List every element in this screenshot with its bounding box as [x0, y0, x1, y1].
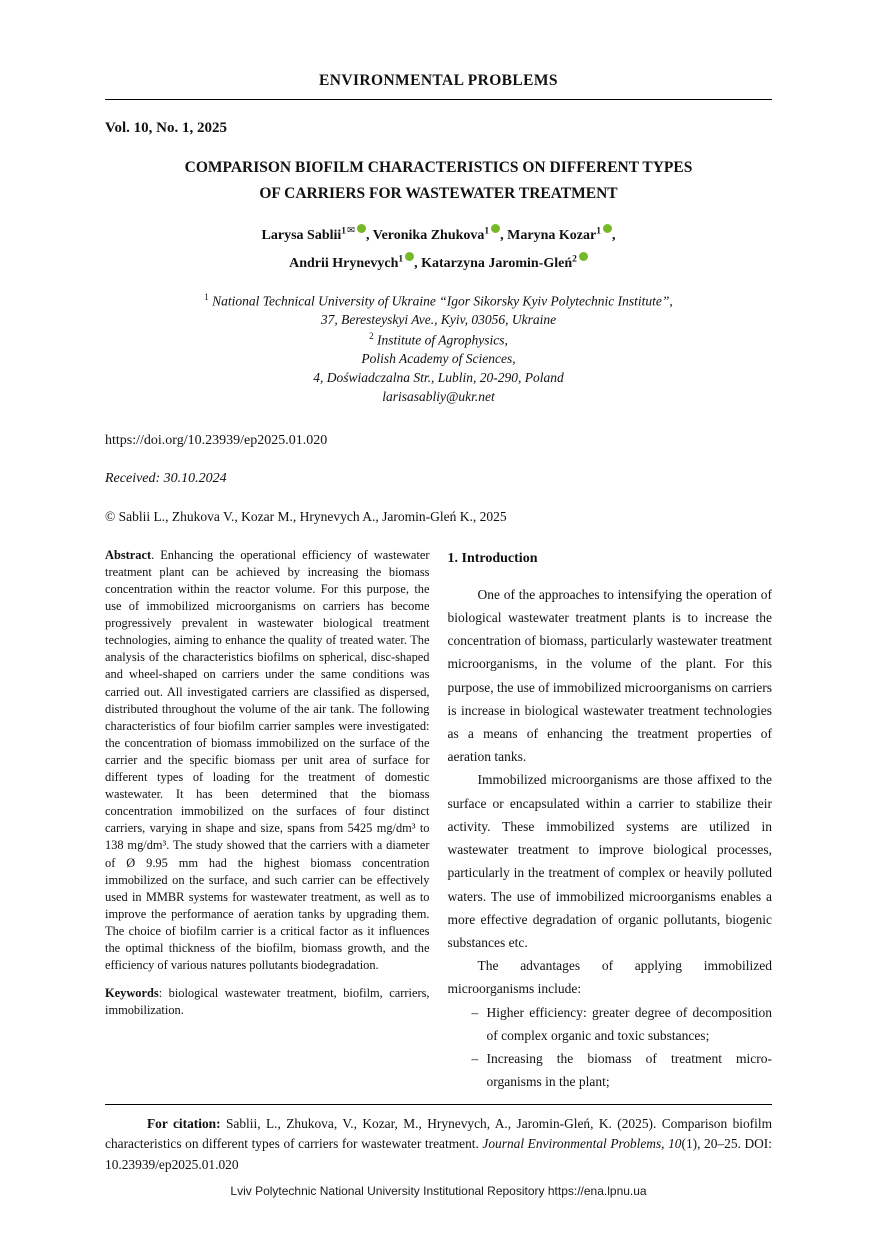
two-column-body	[105, 547, 772, 1094]
keywords-paragraph	[105, 985, 430, 1019]
intro-paragraph-2: Immobilized microorganisms are those affixed to the surface or encapsulated within a carrier to stabilize their activity. These immobilized systems are utilized in wastewater treatment to improve biological processes, particularly in the treatment of complex or heavily polluted waters. The use of immobilized microorganisms enables a more effective degradation of organic pollutants, biogenic substances etc.	[447, 772, 772, 950]
author-name: Larysa Sablii	[261, 227, 342, 243]
citation-block	[105, 1104, 772, 1176]
journal-name: ENVIRONMENTAL PROBLEMS	[319, 72, 558, 89]
author-separator: ,	[500, 227, 508, 243]
bullet-dash: –	[471, 1051, 479, 1067]
keywords-label: Keywords	[105, 986, 159, 1001]
affiliation-ref: 2	[572, 254, 577, 265]
affiliation-ref: 1	[398, 254, 404, 265]
author-name: Maryna Kozar	[507, 227, 597, 243]
affiliation-line	[105, 349, 772, 368]
orcid-icon	[579, 252, 588, 261]
affiliation-text: Institute of Agrophysics,	[377, 332, 508, 347]
journal-header	[105, 72, 772, 100]
citation-journal-volume: Journal Environmental Problems, 10	[482, 1136, 682, 1152]
author-katarzyna-jaromin-glen	[421, 256, 588, 271]
citation-text-1: Sablii, L., Zhukova, V., Kozar, M., Hrynevych, A., Jaromin-Gleń, K. (2025). Comparison biofilm characteristics on different types of carriers for wastewater treatment.	[105, 1115, 772, 1152]
doi-link: https://doi.org/10.23939/ep2025.01.020	[105, 432, 328, 448]
email-text: larisasabliy@ukr.net	[382, 389, 495, 405]
corresponding-author-email-icon: ✉	[347, 226, 355, 237]
citation-label: For citation:	[147, 1115, 221, 1131]
affiliation-ref: 1	[341, 226, 347, 237]
bullet-dash: –	[471, 1004, 479, 1020]
orcid-icon	[603, 224, 612, 233]
affiliation-text: 4, Doświadczalna Str., Lublin, 20-290, Poland	[313, 370, 564, 386]
author-veronika-zhukova	[373, 228, 507, 243]
author-larysa-sablii	[262, 228, 373, 243]
article-title	[105, 155, 772, 208]
authors-line-2	[105, 250, 772, 278]
affiliations-block	[105, 291, 772, 407]
affiliation-line	[105, 330, 772, 350]
authors-block	[105, 222, 772, 278]
list-item	[472, 1047, 773, 1093]
intro-paragraph-1: One of the approaches to intensifying the operation of biological wastewater treatment plants is to increase the concentration of biomass, particularly wastewater treatment microorganisms, in the volume of the plant. For this purpose, the use of immobilized microorganisms on carriers is increase in biological wastewater treatment technologies as a means of enhancing the treatment properties of aeration tanks.	[447, 586, 772, 765]
author-separator: ,	[414, 255, 422, 271]
repository-footer: Lviv Polytechnic National University Institutional Repository https://ena.lpnu.ua	[230, 1184, 647, 1198]
list-item-text: Higher efficiency: greater degree of decomposition of complex organic and toxic substances;	[486, 1004, 772, 1043]
author-maryna-kozar	[507, 228, 615, 243]
affiliation-text: Polish Academy of Sciences,	[361, 351, 516, 367]
copyright-line: © Sablii L., Zhukova V., Kozar M., Hrynevych A., Jaromin-Gleń K., 2025	[105, 508, 507, 524]
introduction-column	[448, 547, 773, 1094]
citation-text-2: (1), 20–25. DOI: 10.23939/ep2025.01.020	[105, 1136, 772, 1173]
abstract-text: . Enhancing the operational efficiency of wastewater treatment plant can be achieved by increasing the biomass concentration within the reactor volume. For this purpose, the use of immobilized microorganisms on carriers has become progressively prevalent in wastewater biological treatment technologies, aiming to enhance the quality of treated water. The analysis of the characteristics biofilms on spherical, disc-shaped and wheel-shaped on carriers under the same conditions was carried out. All investigated carriers are classified as dispersed, distributed throughout the volume of the air tank. The following characteristics of four biofilm carrier samples were investigated: the concentration of biomass immobilized on the surface of the carrier and the specific biomass per unit area of surface for different types of loading for the treatment of domestic wastewater. It has been determined that the biomass concentration immobilized on the surfaces of four distinct carriers, varying in shape and size, spans from 5425 mg/dm³ to 138 mg/dm³. The study showed that the carriers with a diameter of Ø 9.95 mm had the highest biomass concentration immobilized on the surface, and such carrier can be effectively used in MMBR systems for wastewater treatment, as well as to improve the performance of aeration tanks by upgrading them. The choice of biofilm carrier is a critical factor as it influences the optimal thickness of the biofilm, biomass growth, and the efficiency of various natures pollutants biodegradation.	[105, 547, 430, 973]
list-item-text: Increasing the biomass of treatment micro-organisms in the plant;	[486, 1051, 772, 1090]
article-title-line-1: COMPARISON BIOFILM CHARACTERISTICS ON DIFFERENT TYPES	[184, 159, 693, 176]
header-rule	[105, 99, 772, 100]
contact-email	[105, 387, 772, 406]
abstract-label: Abstract	[105, 547, 152, 562]
author-name: Katarzyna Jaromin-Gleń	[421, 255, 573, 271]
author-name: Andrii Hrynevych	[289, 255, 399, 271]
affiliation-line	[105, 291, 772, 311]
affiliation-line	[105, 368, 772, 387]
author-separator: ,	[611, 227, 616, 243]
affiliation-ref: 1	[484, 226, 490, 237]
section-heading-introduction: 1. Introduction	[447, 550, 538, 566]
author-andrii-hrynevych	[289, 256, 421, 271]
author-separator: ,	[366, 227, 373, 243]
article-title-line-2: OF CARRIERS FOR WASTEWATER TREATMENT	[259, 185, 618, 203]
abstract-paragraph	[105, 547, 430, 975]
author-name: Veronika Zhukova	[372, 227, 485, 243]
affiliation-ref: 1	[596, 226, 601, 237]
authors-line-1	[105, 222, 772, 250]
intro-paragraph-3: The advantages of applying immobilized microorganisms include:	[447, 958, 772, 997]
affiliation-text: National Technical University of Ukraine “Igor Sikorsky Kyiv Polytechnic Institute”,	[212, 293, 673, 309]
orcid-icon	[491, 224, 500, 233]
volume-info: Vol. 10, No. 1, 2025	[105, 120, 227, 136]
orcid-icon	[357, 224, 366, 233]
affiliation-number: 2	[369, 330, 374, 341]
affiliation-number: 1	[204, 291, 209, 302]
citation-paragraph	[105, 1114, 772, 1176]
orcid-icon	[405, 252, 414, 261]
abstract-column	[105, 547, 430, 1094]
affiliation-text: 37, Beresteyskyi Ave., Kyiv, 03056, Ukraine	[320, 312, 557, 328]
keywords-text: : biological wastewater treatment, biofilm, carriers, immobilization.	[105, 986, 430, 1018]
list-item	[472, 1001, 773, 1047]
affiliation-line	[105, 310, 772, 329]
received-date: Received: 30.10.2024	[105, 470, 227, 486]
